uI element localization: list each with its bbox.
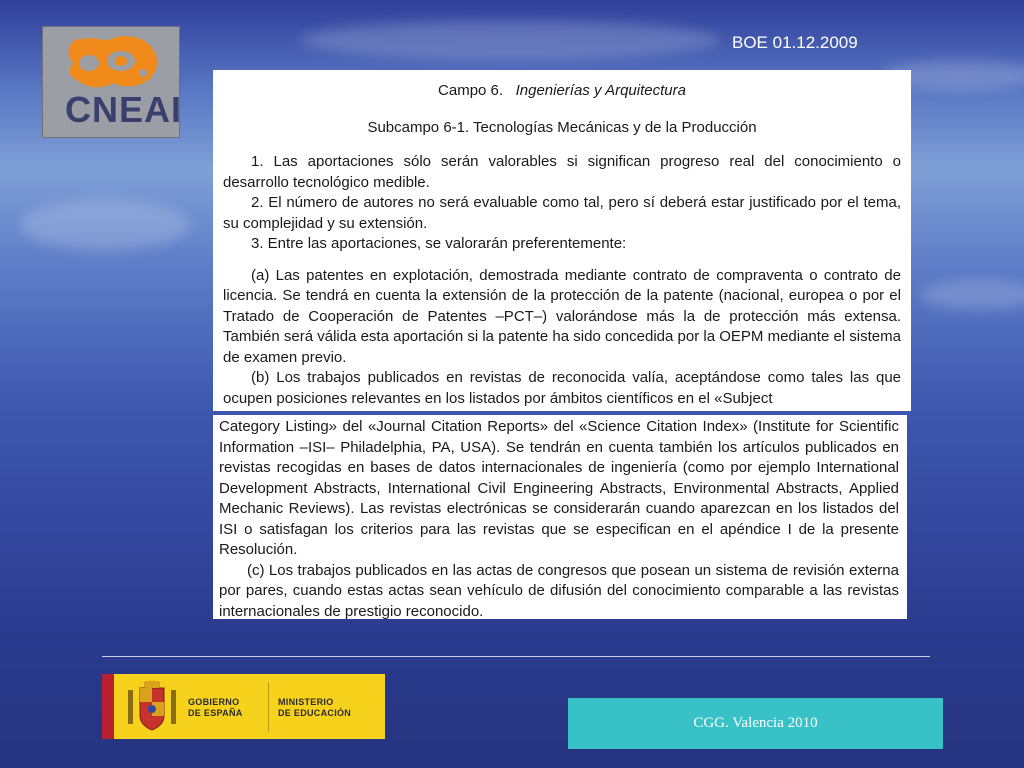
background-cloud bbox=[20, 200, 190, 250]
logo-separator bbox=[268, 682, 269, 732]
gobierno-text bbox=[188, 697, 243, 719]
subcampo-heading: Subcampo 6-1. Tecnologías Mecánicas y de la Producción bbox=[367, 118, 757, 136]
ministerio-line-2: DE EDUCACIÓN bbox=[278, 708, 352, 718]
criterion-subitem-a: (a) Las patentes en explotación, demostrada mediante contrato de compraventa o contrato de licencia. Se tendrá en cuenta la extensión de la protección de la patente (nacional, europea o por el Tratado de Cooperación de Patentes –PCT–) valorándose más la de protección más extensa. También será válida esta aportación si la patente ha sido concedida por la OEPM mediante el sistema de examen previo. bbox=[223, 266, 901, 366]
background-cloud bbox=[920, 280, 1024, 310]
criterion-subitem-b: (b) Los trabajos publicados en revistas de reconocida valía, aceptándose como tales las que ocupen posiciones relevantes en los listados por ámbitos científicos en el «Subject bbox=[223, 369, 901, 407]
event-label: CGG. Valencia 2010 bbox=[693, 715, 818, 731]
flag-stripe bbox=[102, 674, 114, 739]
background-cloud bbox=[300, 20, 720, 60]
criterion-item: 1. Las aportaciones sólo serán valorables si significan progreso real del conocimiento o desarrollo tecnológico medible. bbox=[223, 153, 901, 191]
gobierno-line-1: GOBIERNO bbox=[188, 697, 240, 707]
ministerio-line-1: MINISTERIO bbox=[278, 697, 334, 707]
cneai-logo-shape bbox=[59, 33, 163, 91]
criterion-item: 2. El número de autores no será evaluable como tal, pero sí deberá estar justificado por el tema, su complejidad y su extensión. bbox=[223, 194, 901, 232]
gobierno-espana-logo bbox=[102, 674, 385, 739]
criterion-subitem-c: (c) Los trabajos publicados en las actas de congresos que posean un sistema de revisión externa por pares, cuando estas actas sean vehículo de difusión del conocimiento comparable a las revistas internacionales de prestigio reconocido. bbox=[219, 561, 899, 620]
footer-divider bbox=[102, 656, 930, 657]
coat-of-arms-icon bbox=[124, 680, 180, 734]
boe-reference: BOE 01.12.2009 bbox=[732, 33, 858, 52]
document-excerpt-top bbox=[213, 70, 911, 411]
cneai-logo bbox=[42, 26, 183, 138]
campo-name: Ingenierías y Arquitectura bbox=[515, 82, 686, 99]
campo-number: Campo 6. bbox=[438, 82, 504, 99]
gobierno-line-2: DE ESPAÑA bbox=[188, 708, 243, 718]
flag-stripe-yellow bbox=[114, 674, 119, 739]
ministerio-text bbox=[278, 697, 351, 719]
campo-heading bbox=[223, 81, 901, 102]
event-label-box bbox=[568, 698, 943, 749]
cneai-logo-text: CNEAI bbox=[65, 89, 183, 130]
criterion-item: 3. Entre las aportaciones, se valorarán preferentemente: bbox=[251, 235, 627, 252]
document-excerpt-bottom bbox=[213, 415, 907, 619]
criterion-subitem-b-continued: Category Listing» del «Journal Citation Reports» del «Science Citation Index» (Institute for Scientific Information –ISI– Philadelphia, PA, USA). Se tendrán en cuenta también los artículos publicados en revistas recogidas en bases de datos internacionales de ingeniería (como por ejemplo International Development Abstracts, International Civil Engineering Abstracts, Environmental Abstracts, Applied Mechanic Reviews). Las revistas electrónicas se considerarán cuando aparezcan en los listados del ISI o satisfagan los criterios para las revistas que se especifican en el apéndice I de la presente Resolución. bbox=[219, 418, 899, 558]
